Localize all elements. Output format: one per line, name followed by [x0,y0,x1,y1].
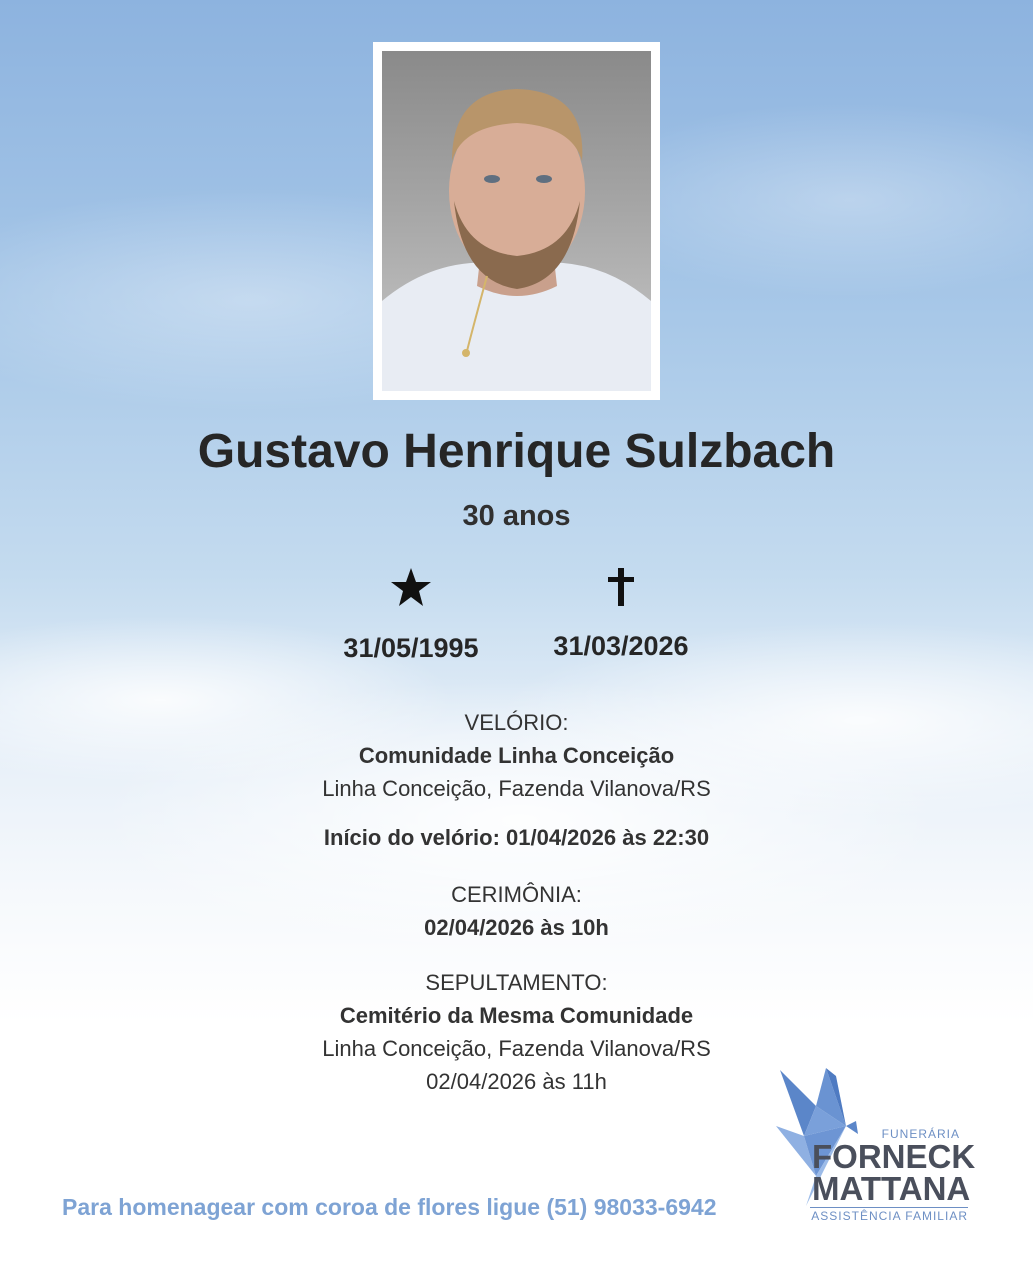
sepultamento-address: Linha Conceição, Fazenda Vilanova/RS [322,1036,711,1061]
deceased-name: Gustavo Henrique Sulzbach [197,425,836,478]
flower-wreath-contact: Para homenagear com coroa de flores ligue (51) 98033-6942 [62,1194,717,1220]
portrait-photo [382,51,651,391]
velorio-start-text: Início do velório: 01/04/2026 às 22:30 [323,825,710,850]
star-icon [390,566,432,608]
sepultamento-datetime: 02/04/2026 às 11h [426,1069,607,1094]
velorio-place: Comunidade Linha Conceição [358,743,675,768]
logo-name-line2: MATTANA [812,1170,971,1207]
birth-date: 31/05/1995 [343,633,479,663]
cross-icon [604,566,638,608]
sepultamento-place: Cemitério da Mesma Comunidade [339,1003,694,1028]
cerimonia-section [0,878,1033,944]
logo-bottom-text: ASSISTÊNCIA FAMILIAR [811,1209,968,1223]
velorio-section [0,706,1033,805]
velorio-start [0,821,1033,854]
velorio-label: VELÓRIO: [464,710,569,735]
age: 30 anos [462,500,571,532]
velorio-address: Linha Conceição, Fazenda Vilanova/RS [322,776,711,801]
death-date: 31/03/2026 [553,631,689,661]
cerimonia-label: CERIMÔNIA: [451,882,582,907]
logo-top-text: FUNERÁRIA [881,1127,960,1141]
cerimonia-datetime: 02/04/2026 às 10h [424,915,609,940]
logo-name-line1: FORNECK [812,1138,976,1175]
sepultamento-label: SEPULTAMENTO: [425,970,608,995]
portrait-frame [373,42,660,400]
